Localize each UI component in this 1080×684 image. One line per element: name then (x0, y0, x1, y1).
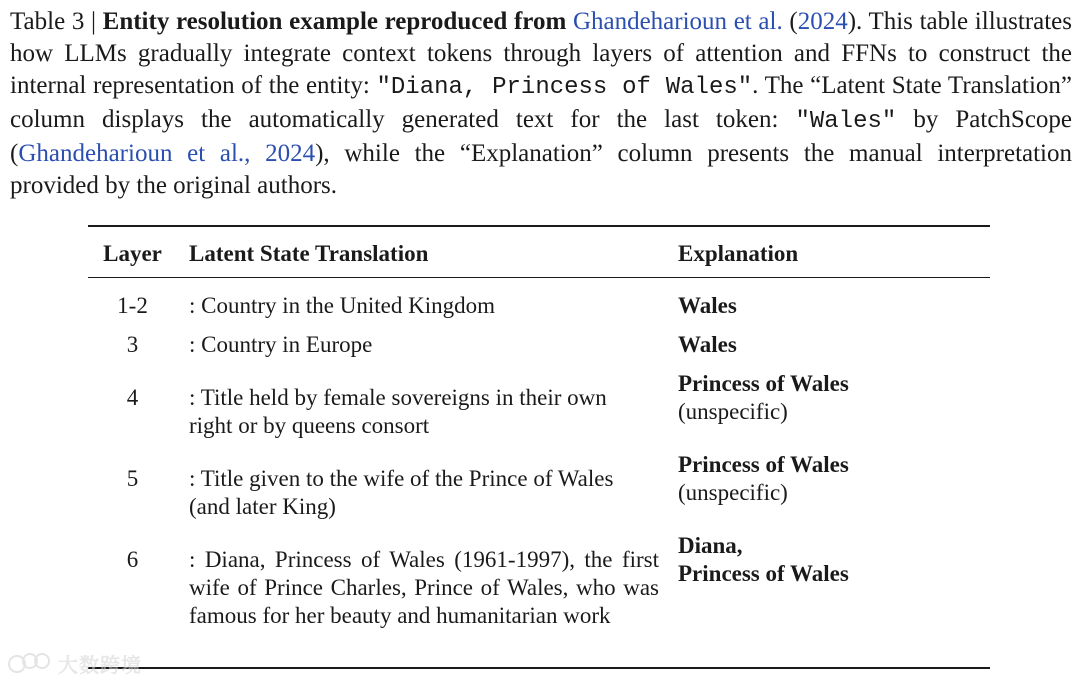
explanation-bold: Wales (678, 332, 737, 357)
watermark (8, 648, 142, 678)
row-translation: : Country in Europe (189, 332, 373, 357)
table-bottom-rule (88, 667, 990, 669)
row-layer: 6 (126, 547, 139, 572)
explanation-note: (unspecific) (678, 399, 788, 424)
explanation-bold: Princess of Wales (678, 452, 849, 477)
watermark-logo-icon (8, 651, 52, 675)
row-layer: 4 (126, 385, 139, 410)
citation-year-link[interactable]: 2024 (797, 8, 848, 35)
row-explanation (678, 292, 978, 320)
explanation-bold: Princess of Wales (678, 561, 849, 586)
caption-label: Table 3 | (10, 8, 103, 35)
row-layer: 5 (126, 466, 139, 491)
explanation-bold: Diana, (678, 533, 743, 558)
row-translation: : Title given to the wife of the Prince of Wales (and later King) (189, 466, 614, 519)
row-layer: 1-2 (117, 293, 148, 318)
caption-text: This table illustrates how LLMs gradually integrate context tokens through layers of attention and FFNs to construct the internal representation of the entity: (10, 8, 1073, 99)
caption-text: . The “Latent State Translation” column displays the automatically generated text for the last token: (10, 72, 1072, 133)
header-translation: Latent State Translation (189, 241, 429, 266)
table-header-rule (88, 277, 990, 278)
explanation-bold: Princess of Wales (678, 371, 849, 396)
citation-link[interactable]: Ghandeharioun et al., 2024 (18, 140, 316, 167)
row-explanation (678, 532, 978, 588)
table-caption (10, 6, 1072, 202)
entity-string: "Diana, Princess of Wales" (376, 74, 753, 101)
table-top-rule (88, 225, 990, 227)
citation-link[interactable]: Ghandeharioun et al. (572, 8, 783, 35)
row-layer: 3 (126, 332, 139, 357)
row-explanation (678, 451, 978, 507)
row-explanation (678, 331, 978, 359)
header-explanation: Explanation (678, 241, 799, 266)
caption-paren: ( (782, 8, 798, 35)
caption-title: Entity resolution example reproduced from (102, 8, 573, 35)
row-translation: : Country in the United Kingdom (189, 293, 496, 318)
explanation-note: (unspecific) (678, 480, 788, 505)
watermark-text: 大数跨境 (58, 652, 142, 677)
row-translation: : Title held by female sovereigns in their own right or by queens consort (189, 385, 607, 438)
header-layer: Layer (103, 241, 162, 266)
caption-text: ), while the “Explanation” column presents the manual interpretation provided by the original authors. (10, 140, 1072, 199)
token-string: "Wales" (795, 108, 897, 135)
explanation-bold: Wales (678, 293, 737, 318)
caption-text: by PatchScope ( (10, 106, 1073, 167)
row-explanation (678, 370, 978, 426)
row-translation: : Diana, Princess of Wales (1961-1997), the first wife of Prince Charles, Prince of Wales, who was famous for her beauty and humanitarian work (189, 547, 659, 628)
caption-paren: ). (847, 8, 863, 35)
